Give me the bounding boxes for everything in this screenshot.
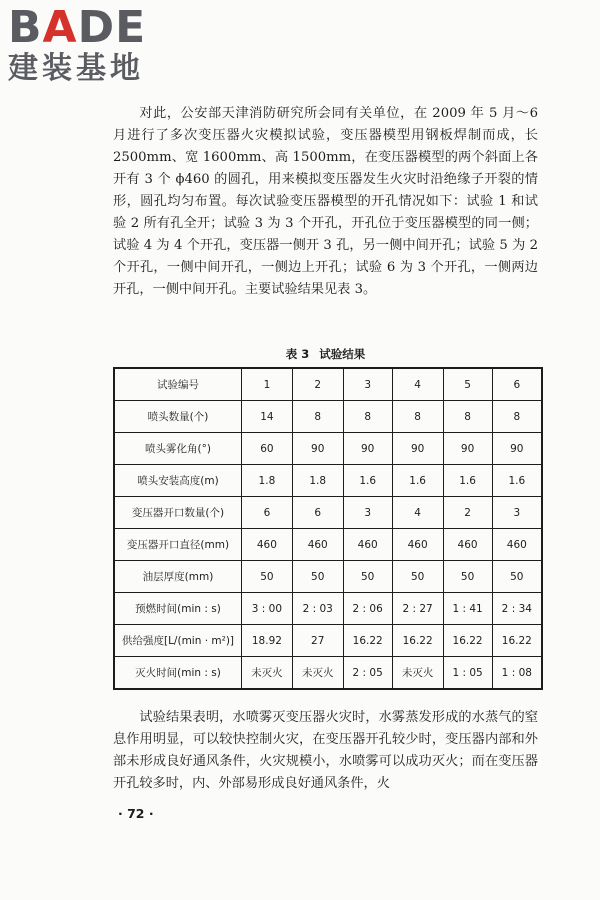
table-cell: 2 : 27 xyxy=(392,593,443,625)
bade-logo xyxy=(8,2,178,86)
table-cell: 460 xyxy=(492,529,542,561)
table-cell: 8 xyxy=(343,401,392,433)
table-cell: 90 xyxy=(443,433,492,465)
table-cell: 460 xyxy=(443,529,492,561)
table-cell: 16.22 xyxy=(492,625,542,657)
table-caption: 表 3 试验结果 xyxy=(285,347,366,361)
table-cell: 2 : 34 xyxy=(492,593,542,625)
row-label: 变压器开口直径(mm) xyxy=(114,529,242,561)
table-cell: 1.6 xyxy=(443,465,492,497)
results-table xyxy=(113,367,543,690)
table-cell: 8 xyxy=(292,401,343,433)
logo-wordmark: BADE xyxy=(8,2,147,53)
table-cell: 6 xyxy=(242,497,293,529)
table-row xyxy=(114,433,542,465)
table-cell: 90 xyxy=(343,433,392,465)
table-cell: 1.6 xyxy=(343,465,392,497)
table-cell: 1 xyxy=(242,368,293,401)
table-row xyxy=(114,561,542,593)
table-cell: 3 xyxy=(343,497,392,529)
table-cell: 2 xyxy=(443,497,492,529)
table-cell: 50 xyxy=(492,561,542,593)
table-cell: 460 xyxy=(392,529,443,561)
table-cell: 2 : 05 xyxy=(343,657,392,690)
table-cell: 8 xyxy=(443,401,492,433)
table-cell: 1.8 xyxy=(242,465,293,497)
table-cell: 16.22 xyxy=(443,625,492,657)
table-cell: 18.92 xyxy=(242,625,293,657)
table-cell: 6 xyxy=(292,497,343,529)
table-row xyxy=(114,625,542,657)
table-cell: 5 xyxy=(443,368,492,401)
table-row xyxy=(114,497,542,529)
table-cell: 460 xyxy=(343,529,392,561)
table-cell: 460 xyxy=(242,529,293,561)
table-cell: 4 xyxy=(392,497,443,529)
table-cell: 3 : 00 xyxy=(242,593,293,625)
logo-subtitle: 建装基地 xyxy=(8,51,144,86)
row-label: 变压器开口数量(个) xyxy=(114,497,242,529)
table-cell: 1.6 xyxy=(392,465,443,497)
table-cell: 1.6 xyxy=(492,465,542,497)
table-cell: 90 xyxy=(492,433,542,465)
row-label: 油层厚度(mm) xyxy=(114,561,242,593)
table-cell: 16.22 xyxy=(343,625,392,657)
table-cell: 8 xyxy=(392,401,443,433)
page-number: · 72 · xyxy=(118,806,154,821)
table-cell: 1 : 08 xyxy=(492,657,542,690)
table-cell: 未灭火 xyxy=(242,657,293,690)
table-cell: 3 xyxy=(492,497,542,529)
table-cell: 60 xyxy=(242,433,293,465)
table-cell: 16.22 xyxy=(392,625,443,657)
table-cell: 4 xyxy=(392,368,443,401)
table-cell: 3 xyxy=(343,368,392,401)
row-label: 喷头数量(个) xyxy=(114,401,242,433)
table-cell: 未灭火 xyxy=(392,657,443,690)
row-label: 喷头雾化角(°) xyxy=(114,433,242,465)
table-cell: 1 : 05 xyxy=(443,657,492,690)
table-cell: 460 xyxy=(292,529,343,561)
table-cell: 90 xyxy=(292,433,343,465)
table-row xyxy=(114,593,542,625)
table-row xyxy=(114,657,542,690)
table-cell: 14 xyxy=(242,401,293,433)
table-cell: 6 xyxy=(492,368,542,401)
table-cell: 50 xyxy=(392,561,443,593)
table-row xyxy=(114,368,542,401)
table-row xyxy=(114,465,542,497)
table-cell: 50 xyxy=(343,561,392,593)
intro-paragraph: 对此，公安部天津消防研究所会同有关单位，在 2009 年 5 月～6 月进行了多次变压器火灾模拟试验，变压器模型用钢板焊制而成，长 2500mm、宽 1600mm、高 1500mm，在变压器模型的两个斜面上各开有 3 个 ϕ460 的圆孔，用来模拟变压器发生火灾时沿绝缘子开裂的情形，圆孔均匀布置。每次试验变压器模型的开孔情况如下：试验 1 和试验 2 所有孔全开；试验 3 为 3 个开孔，开孔位于变压器模型的同一侧；试验 4 为 4 个开孔，变压器一侧开 3 孔，另一侧中间开孔；试验 5 为 2 个开孔，一侧中间开孔，一侧边上开孔；试验 6 为 3 个开孔，一侧两边开孔，一侧中间开孔。主要试验结果见表 3。 xyxy=(113,106,538,297)
table-cell: 2 : 03 xyxy=(292,593,343,625)
table-cell: 50 xyxy=(292,561,343,593)
table-cell: 50 xyxy=(242,561,293,593)
table-cell: 1 : 41 xyxy=(443,593,492,625)
row-label: 预燃时间(min : s) xyxy=(114,593,242,625)
row-label: 灭火时间(min : s) xyxy=(114,657,242,690)
table-row xyxy=(114,529,542,561)
table-cell: 1.8 xyxy=(292,465,343,497)
table-cell: 8 xyxy=(492,401,542,433)
table-cell: 2 : 06 xyxy=(343,593,392,625)
table-row xyxy=(114,401,542,433)
row-label: 试验编号 xyxy=(114,368,242,401)
table-cell: 50 xyxy=(443,561,492,593)
table-cell: 27 xyxy=(292,625,343,657)
results-table-body xyxy=(114,368,542,689)
table-cell: 未灭火 xyxy=(292,657,343,690)
conclusion-paragraph: 试验结果表明，水喷雾灭变压器火灾时，水雾蒸发形成的水蒸气的窒息作用明显，可以较快控制火灾，在变压器开孔较少时，变压器内部和外部未形成良好通风条件，火灾规模小，水喷雾可以成功灭火；而在变压器开孔较多时，内、外部易形成良好通风条件，火 xyxy=(113,710,538,791)
table-cell: 90 xyxy=(392,433,443,465)
row-label: 喷头安装高度(m) xyxy=(114,465,242,497)
row-label: 供给强度[L/(min · m²)] xyxy=(114,625,242,657)
table-cell: 2 xyxy=(292,368,343,401)
